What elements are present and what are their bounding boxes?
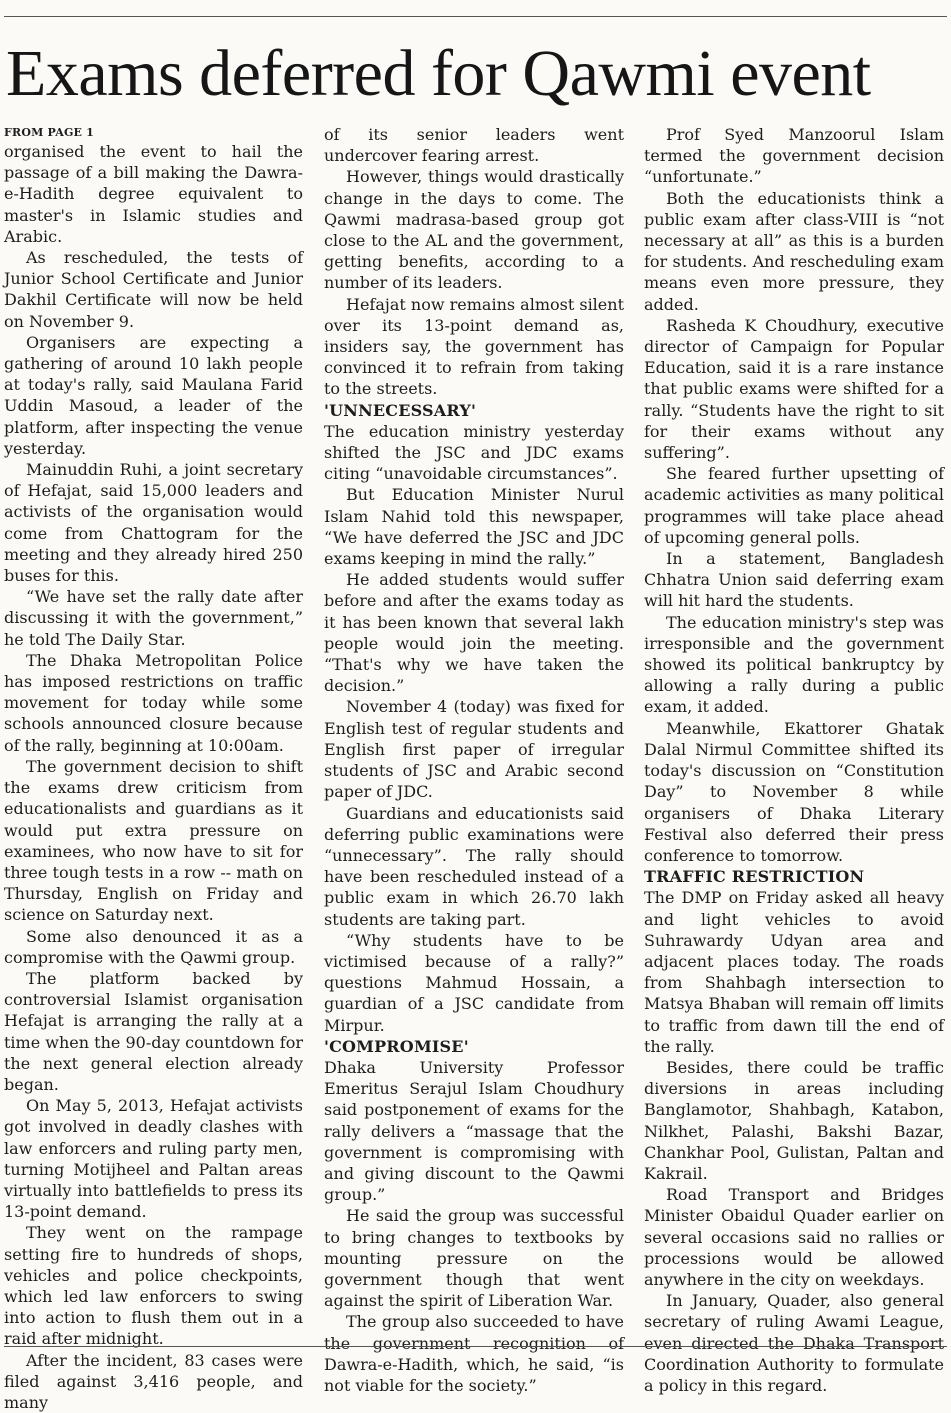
subhead-traffic-restriction: TRAFFIC RESTRICTION — [644, 867, 865, 887]
paragraph: of its senior leaders went undercover fearing arrest. — [324, 125, 624, 166]
paragraph: The group also succeeded to have the government recognition of Dawra-e-Hadith, which, he said, “is not viable for the society.” — [324, 1312, 624, 1395]
paragraph: But Education Minister Nurul Islam Nahid told this newspaper, “We have deferred the JSC and JDC exams keeping in mind the rally.” — [324, 485, 624, 569]
paragraph: Prof Syed Manzoorul Islam termed the government decision “unfortunate.” — [644, 125, 944, 187]
paragraph: “We have set the rally date after discussing it with the government,” he told The Daily Star. — [4, 587, 303, 649]
paragraph: In a statement, Bangladesh Chhatra Union said deferring exam will hit hard the students. — [644, 549, 944, 611]
paragraph: They went on the rampage setting fire to hundreds of shops, vehicles and police checkpoints, which led law enforcers to swing into action to flush them out in a raid after midnight. — [4, 1223, 303, 1349]
paragraph: She feared further upsetting of academic activities as many political programmes will take place ahead of upcoming general polls. — [644, 464, 944, 547]
paragraph: “Why students have to be victimised because of a rally?” questions Mahmud Hossain, a guardian of a JSC candidate from Mirpur. — [324, 930, 624, 1035]
paragraph: Meanwhile, Ekattorer Ghatak Dalal Nirmul Committee shifted its today's discussion on “Constitution Day” to November 8 while organisers of Dhaka Literary Festival also deferred their press conference to tomorrow. — [644, 718, 944, 865]
paragraph: He said the group was successful to bring changes to textbooks by mounting pressure on the government though that went against the spirit of Liberation War. — [324, 1206, 624, 1311]
paragraph: organised the event to hail the passage of a bill making the Dawra-e-Hadith degree equivalent to master's in Islamic studies and Arabic. — [4, 142, 303, 246]
paragraph: As rescheduled, the tests of Junior School Certificate and Junior Dakhil Certificate will now be held on November 9. — [4, 248, 303, 331]
headline: Exams deferred for Qawmi event — [6, 37, 871, 110]
column-3 — [644, 124, 944, 1395]
top-rule — [4, 16, 947, 17]
subhead-compromise: 'COMPROMISE' — [324, 1036, 469, 1056]
paragraph: In January, Quader, also general secretary of ruling Awami League, even directed the Dhaka Transport Coordination Authority to formulate a policy in this regard. — [644, 1291, 944, 1395]
paragraph: He added students would suffer before and after the exams today as it has been known that several lakh people would join the meeting. “That's why we have taken the decision.” — [324, 570, 624, 696]
subhead-unnecessary: 'UNNECESSARY' — [324, 400, 477, 420]
paragraph: On May 5, 2013, Hefajat activists got involved in deadly clashes with law enforcers and ruling party men, turning Motijheel and Paltan areas virtually into battlefields to press its 13-point demand. — [4, 1096, 303, 1222]
paragraph: The Dhaka Metropolitan Police has imposed restrictions on traffic movement for today while some schools announced closure because of the rally, beginning at 10:00am. — [4, 650, 303, 755]
paragraph: Mainuddin Ruhi, a joint secretary of Hefajat, said 15,000 leaders and activists of the organisation would come from Chattogram for the meeting and they already hired 250 buses for this. — [4, 460, 303, 586]
dateline: FROM PAGE 1 — [4, 126, 95, 139]
paragraph: Some also denounced it as a compromise with the Qawmi group. — [4, 926, 303, 967]
paragraph: The government decision to shift the exams drew criticism from educationalists and guardians as it would put extra pressure on examinees, who now have to sit for three tough tests in a row -- math on Thursday, English on Friday and science on Saturday next. — [4, 756, 303, 925]
bottom-rule — [4, 1346, 947, 1347]
paragraph: After the incident, 83 cases were filed against 3,416 people, and many — [4, 1350, 303, 1412]
paragraph: Organisers are expecting a gathering of around 10 lakh people at today's rally, said Maulana Farid Uddin Masoud, a leader of the platform, after inspecting the venue yesterday. — [4, 332, 303, 458]
paragraph: The education ministry's step was irresponsible and the government showed its political bankruptcy by allowing a rally during a public exam, it added. — [644, 612, 944, 717]
paragraph: The education ministry yesterday shifted the JSC and JDC exams citing “unavoidable circumstances”. — [324, 421, 624, 484]
paragraph: However, things would drastically change in the days to come. The Qawmi madrasa-based group got close to the AL and the government, getting benefits, according to a number of its leaders. — [324, 167, 624, 293]
paragraph: Road Transport and Bridges Minister Obaidul Quader earlier on several occasions said no rallies or processions would be allowed anywhere in the city on weekdays. — [644, 1185, 944, 1289]
paragraph: Rasheda K Choudhury, executive director of Campaign for Popular Education, said it is a rare instance that public exams were shifted for a rally. “Students have the right to sit for their exams without any suffering”. — [644, 315, 944, 463]
column-1 — [4, 124, 303, 1412]
paragraph: The DMP on Friday asked all heavy and light vehicles to avoid Suhrawardy Udyan area and adjacent places today. The roads from Shahbagh intersection to Matsya Bhaban will remain off limits to traffic from dawn till the end of the rally. — [644, 888, 944, 1056]
column-2 — [324, 124, 624, 1395]
paragraph: Besides, there could be traffic diversions in areas including Banglamotor, Shahbagh, Katabon, Nilkhet, Palashi, Bakshi Bazar, Chankhar Pool, Gulistan, Paltan and Kakrail. — [644, 1057, 944, 1183]
paragraph: November 4 (today) was fixed for English test of regular students and English first paper of irregular students of JSC and Arabic second paper of JDC. — [324, 697, 624, 802]
paragraph: The platform backed by controversial Islamist organisation Hefajat is arranging the rally at a time when the 90-day countdown for the next general election already began. — [4, 968, 303, 1094]
paragraph: Both the educationists think a public exam after class-VIII is “not necessary at all” as this is a burden for students. And rescheduling exam means even more pressure, they added. — [644, 188, 944, 314]
paragraph: Guardians and educationists said deferring public examinations were “unnecessary”. The rally should have been rescheduled instead of a public exam in which 26.70 lakh students are taking part. — [324, 803, 624, 929]
paragraph: Hefajat now remains almost silent over its 13-point demand as, insiders say, the government has convinced it to refrain from taking to the streets. — [324, 294, 624, 399]
paragraph: Dhaka University Professor Emeritus Serajul Islam Choudhury said postponement of exams for the rally delivers a “massage that the government is compromising with and giving discount to the Qawmi group.” — [324, 1057, 624, 1205]
